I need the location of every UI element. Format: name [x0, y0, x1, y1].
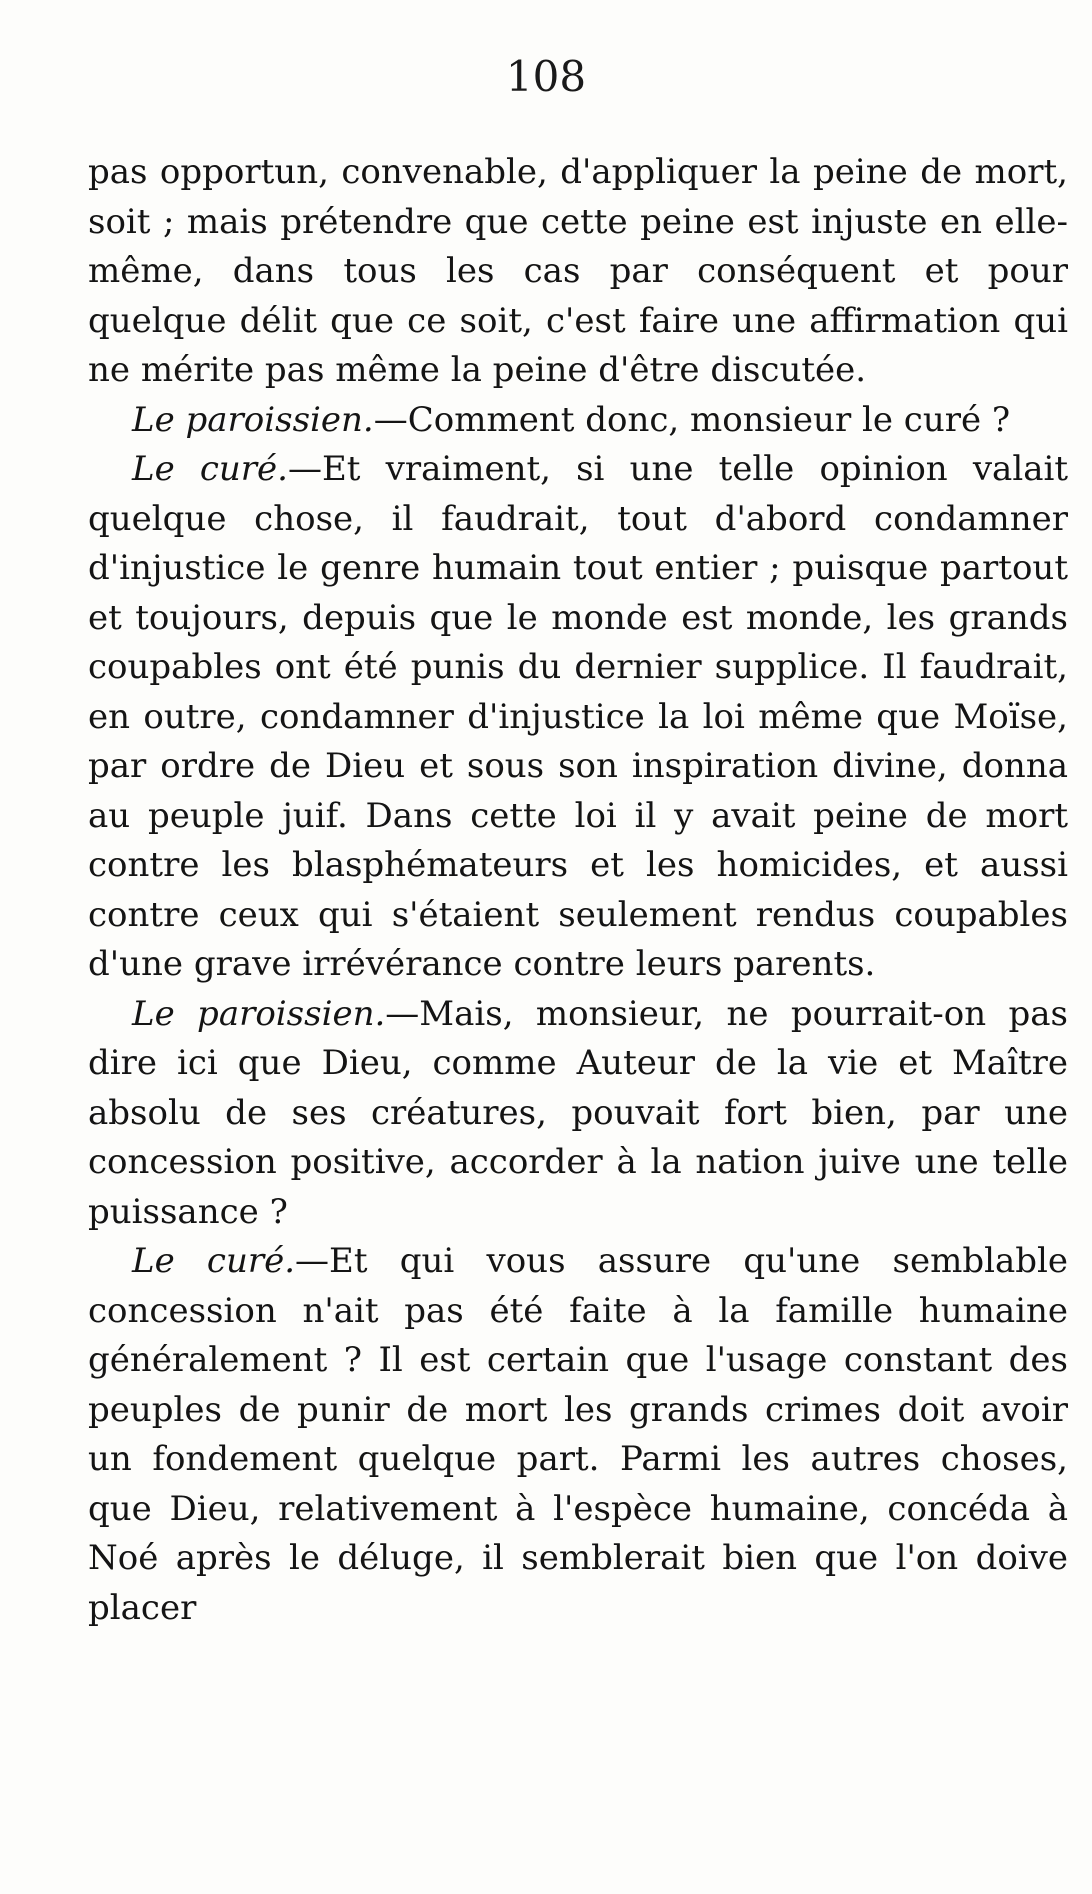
dialogue-paragraph: [88, 396, 1068, 446]
dialogue-text: —Comment donc, monsieur le curé ?: [373, 399, 1011, 440]
paragraph-text: pas opportun, convenable, d'appliquer la peine de mort, soit ; mais prétendre que cette peine est injuste en elle-même, dans tous les cas par conséquent et pour quelque délit que ce soit, c'est faire une affirmation qui ne mérite pas même la peine d'être discutée.: [88, 152, 1068, 390]
speaker-label: Le curé.: [132, 449, 288, 489]
speaker-label: Le curé.: [132, 1241, 296, 1281]
paragraph-continuation: [88, 148, 1068, 396]
speaker-label: Le paroissien.: [132, 399, 374, 440]
dialogue-paragraph: [88, 445, 1068, 990]
page-body: [88, 148, 1068, 1633]
dialogue-text: —Mais, monsieur, ne pourrait-on pas dire ici que Dieu, comme Auteur de la vie et Maître absolu de ses créatures, pouvait fort bien, par une concession positive, accorder à la nation juive une telle puissance ?: [88, 993, 1068, 1232]
speaker-label: Le paroissien.: [132, 993, 386, 1034]
dialogue-paragraph: [88, 1237, 1068, 1633]
dialogue-text: —Et qui vous assure qu'une semblable concession n'ait pas été faite à la famille humaine généralement ? Il est certain que l'usage constant des peuples de punir de mort les grands crimes doit avoir un fondement quelque part. Parmi les autres choses, que Dieu, relativement à l'espèce humaine, concéda à Noé après le déluge, il semblerait bien que l'on doive placer: [88, 1241, 1068, 1628]
dialogue-paragraph: [88, 990, 1068, 1238]
page-number: 108: [505, 52, 587, 101]
dialogue-text: —Et vraiment, si une telle opinion valait quelque chose, il faudrait, tout d'abord condamner d'injustice le genre humain tout entier ; puisque partout et toujours, depuis que le monde est monde, les grands coupables ont été punis du dernier supplice. Il faudrait, en outre, condamner d'injustice la loi même que Moïse, par ordre de Dieu et sous son inspiration divine, donna au peuple juif. Dans cette loi il y avait peine de mort contre les blasphémateurs et les homicides, et aussi contre ceux qui s'étaient seulement rendus coupables d'une grave irrévérance contre leurs parents.: [88, 449, 1068, 984]
